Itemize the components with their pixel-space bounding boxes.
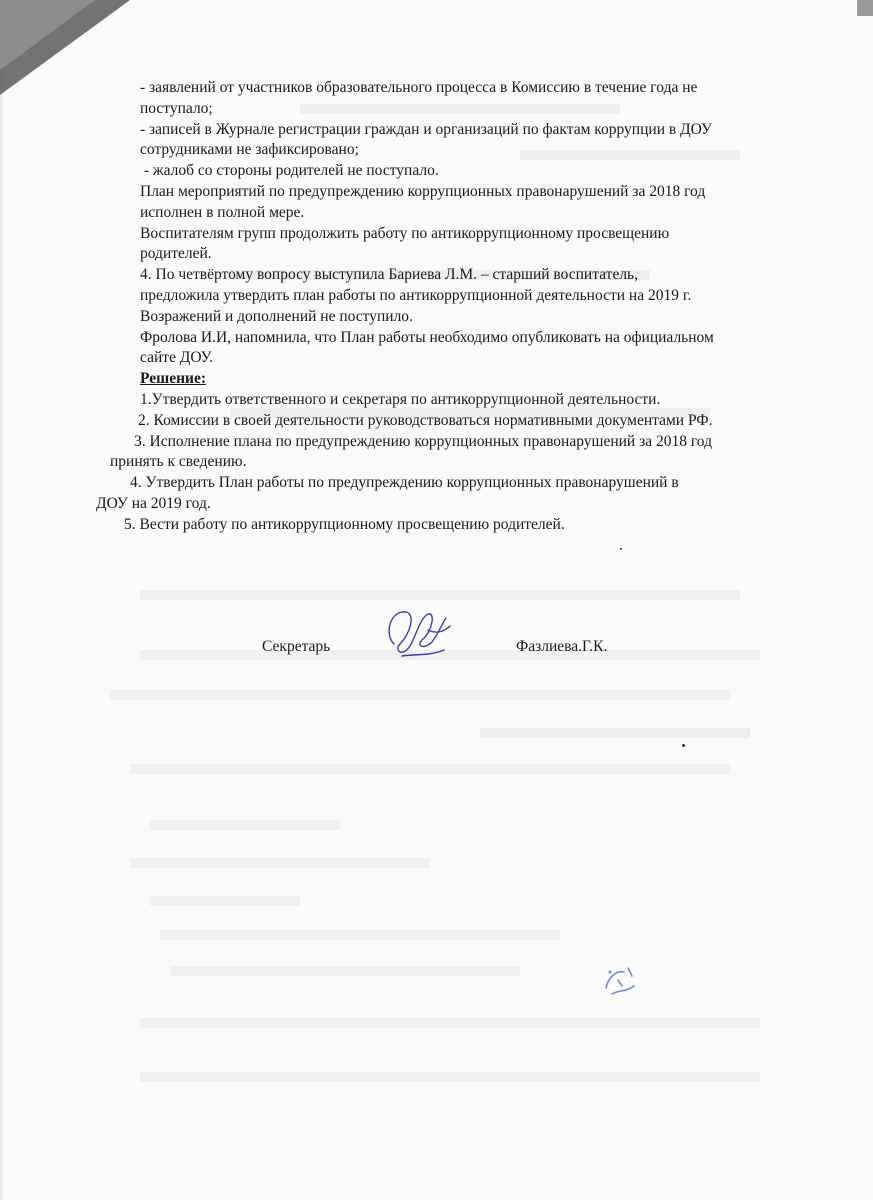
paragraph-line: - записей в Журнале регистрации граждан и организаций по фактам коррупции в ДОУ	[140, 120, 712, 138]
folded-corner-inner	[0, 0, 95, 70]
decision-item: 3. Исполнение плана по предупреждению коррупционных правонарушений за 2018 год	[134, 432, 712, 450]
bleed-through-line	[140, 1072, 760, 1082]
paragraph-line: исполнен в полной мере.	[140, 203, 305, 221]
decision-item: 2. Комиссии в своей деятельности руководствоваться нормативными документами РФ.	[138, 411, 713, 429]
paragraph-line: План мероприятий по предупреждению коррупционных правонарушений за 2018 год	[140, 182, 706, 200]
decision-item: 4. Утвердить План работы по предупреждению коррупционных правонарушений в	[130, 474, 679, 492]
scan-edge-shadow	[0, 0, 4, 1200]
paragraph-line: сайте ДОУ.	[140, 349, 213, 367]
decision-item-continuation: принять к сведению.	[110, 453, 247, 471]
ink-speck	[620, 548, 622, 550]
stamp-fragment-icon	[598, 960, 648, 1000]
bleed-through-line	[130, 764, 730, 774]
signature-role: Секретарь	[262, 638, 331, 655]
ink-speck	[682, 744, 685, 747]
paragraph-line: Фролова И.И, напомнила, что План работы необходимо опубликовать на официальном	[140, 328, 714, 346]
bleed-through-line	[150, 820, 340, 830]
decision-item: 1.Утвердить ответственного и секретаря по антикоррупционной деятельности.	[140, 390, 661, 408]
signature-block	[262, 632, 662, 672]
document-body	[96, 78, 790, 536]
paragraph-line: поступало;	[140, 99, 213, 117]
paragraph-line: сотрудниками не зафиксировано;	[140, 141, 359, 159]
signatory-name: Фазлиева.Г.К.	[516, 638, 608, 655]
bleed-through-line	[110, 690, 730, 700]
paragraph-line: 4. По четвёртому вопросу выступила Бариева Л.М. – старший воспитатель,	[140, 266, 639, 284]
paragraph-line: - заявлений от участников образовательного процесса в Комиссию в течение года не	[140, 79, 698, 96]
paragraph-line: Возражений и дополнений не поступило.	[140, 307, 413, 325]
bleed-through-line	[140, 590, 740, 600]
bleed-through-line	[150, 896, 300, 906]
bleed-through-line	[130, 858, 430, 868]
paragraph-line: - жалоб со стороны родителей не поступало.	[140, 162, 439, 180]
paragraph-line: Воспитателям групп продолжить работу по антикоррупционному просвещению	[140, 224, 670, 242]
decision-item: 5. Вести работу по антикоррупционному просвещению родителей.	[124, 515, 565, 533]
paragraph-line: родителей.	[140, 245, 212, 263]
decision-item-continuation: ДОУ на 2019 год.	[96, 494, 211, 512]
scan-corner-mark	[857, 0, 873, 16]
paragraph-line: предложила утвердить план работы по антикоррупционной деятельности на 2019 г.	[140, 286, 692, 304]
decision-heading: Решение:	[140, 370, 207, 388]
handwritten-signature-icon	[380, 604, 460, 668]
bleed-through-line	[140, 1018, 760, 1028]
bleed-through-line	[480, 728, 750, 738]
bleed-through-line	[160, 930, 560, 940]
bleed-through-line	[170, 966, 520, 976]
